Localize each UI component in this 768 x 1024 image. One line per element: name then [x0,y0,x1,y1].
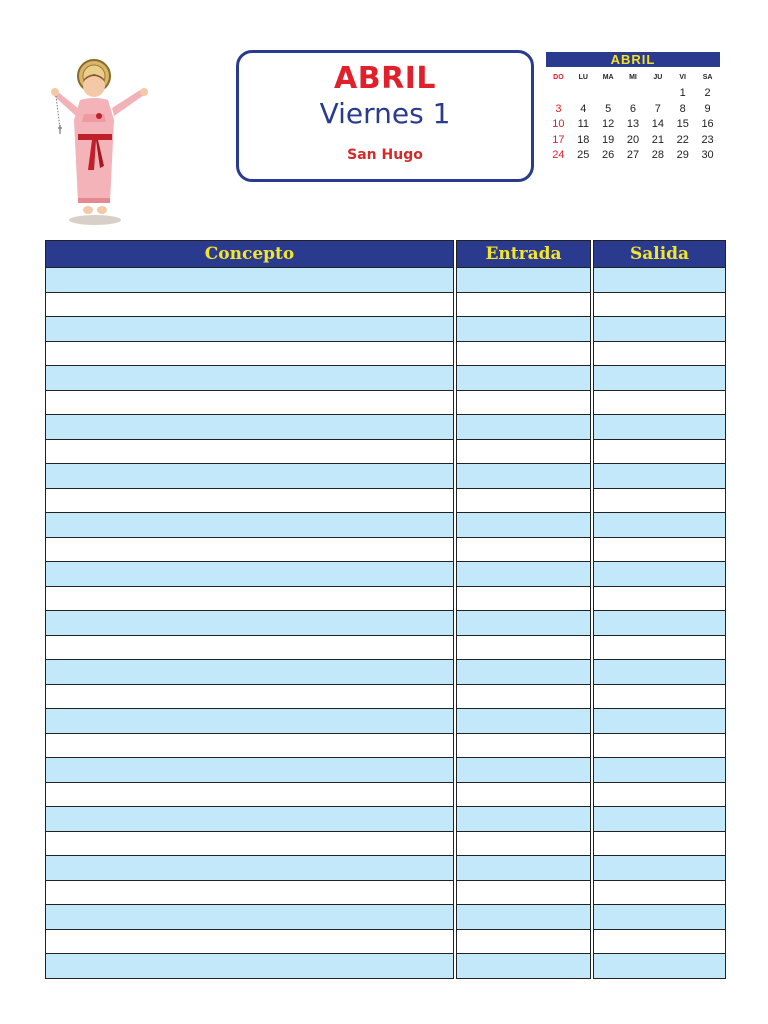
calendar-day: 22 [676,133,689,146]
ledger-row[interactable] [46,537,453,562]
ledger-row[interactable] [457,684,590,709]
calendar-day: 26 [602,149,615,162]
calendar-weekday: MA [602,74,614,81]
ledger-row[interactable] [594,733,725,758]
ledger-row[interactable] [457,390,590,415]
calendar-day [645,86,670,102]
calendar-weekday: SA [702,74,713,81]
calendar-day: 7 [654,102,661,115]
calendar-day: 14 [651,118,664,131]
ledger-row[interactable] [46,586,453,611]
ledger-row[interactable] [457,463,590,488]
calendar-day: 21 [651,133,664,146]
ledger-row[interactable] [46,365,453,390]
ledger-row[interactable] [594,659,725,684]
calendar-day [596,86,621,102]
ledger-row[interactable] [457,414,590,439]
ledger-row[interactable] [594,561,725,586]
ledger-row[interactable] [457,831,590,856]
ledger-row[interactable] [594,782,725,807]
calendar-day: 15 [676,118,689,131]
calendar-day: 19 [602,133,615,146]
ledger-row[interactable] [594,929,725,954]
ledger-row[interactable] [46,659,453,684]
ledger-row[interactable] [457,855,590,880]
ledger-row[interactable] [594,267,725,292]
ledger-row[interactable] [46,316,453,341]
calendar-day: 20 [626,133,640,146]
concepto-column [45,240,454,979]
ledger-row[interactable] [594,610,725,635]
salida-header: Salida [594,241,725,267]
calendar-day: 10 [552,118,565,131]
entrada-column [456,240,591,979]
ledger-row[interactable] [594,488,725,513]
calendar-day: 11 [577,118,589,131]
ledger-row[interactable] [594,414,725,439]
ledger-row[interactable] [594,316,725,341]
ledger-row[interactable] [457,586,590,611]
ledger-row[interactable] [594,757,725,782]
calendar-day: 17 [552,133,565,146]
ledger-row[interactable] [457,365,590,390]
ledger-row[interactable] [457,512,590,537]
calendar-day: 1 [679,87,686,99]
ledger-row[interactable] [46,512,453,537]
entrada-rows [457,267,590,978]
ledger-row[interactable] [457,267,590,292]
ledger-row[interactable] [594,537,725,562]
calendar-title: ABRIL [546,52,720,67]
calendar-day: 16 [701,118,714,131]
calendar-day: 27 [626,149,640,162]
ledger-row[interactable] [457,880,590,905]
ledger-row[interactable] [594,341,725,366]
ledger-row[interactable] [46,267,453,292]
calendar-day: 9 [704,102,711,115]
calendar-weekday: JU [653,74,663,81]
calendar-day: 23 [701,133,714,146]
ledger-row[interactable] [594,292,725,317]
calendar-day: 29 [676,149,689,162]
ledger-row[interactable] [457,292,590,317]
salida-rows [594,267,725,978]
ledger-row[interactable] [457,757,590,782]
calendar-day: 5 [605,102,612,115]
ledger-row[interactable] [457,439,590,464]
ledger-row[interactable] [594,365,725,390]
ledger-row[interactable] [457,537,590,562]
ledger-row[interactable] [46,953,453,978]
ledger-row[interactable] [46,929,453,954]
ledger-row[interactable] [457,929,590,954]
ledger-row[interactable] [594,880,725,905]
calendar-day: 13 [626,118,640,131]
calendar-day: 24 [552,149,565,162]
calendar-day: 3 [555,102,562,115]
calendar-day: 28 [651,149,664,162]
ledger-row[interactable] [46,684,453,709]
ledger-row[interactable] [46,439,453,464]
ledger-row[interactable] [457,659,590,684]
ledger-row[interactable] [46,561,453,586]
ledger-row[interactable] [594,512,725,537]
month-title: ABRIL [334,61,436,96]
ledger-row[interactable] [457,782,590,807]
ledger-row[interactable] [457,561,590,586]
ledger-row[interactable] [594,390,725,415]
ledger-row[interactable] [594,439,725,464]
ledger-row[interactable] [46,635,453,660]
ledger-row[interactable] [46,341,453,366]
ledger-row[interactable] [594,708,725,733]
ledger-row[interactable] [46,757,453,782]
ledger-row[interactable] [457,341,590,366]
ledger-row[interactable] [594,635,725,660]
calendar-weekday: DO [553,74,564,81]
entrada-header: Entrada [457,241,590,267]
calendar-day: 30 [701,149,714,162]
ledger-row[interactable] [46,782,453,807]
ledger-row[interactable] [46,414,453,439]
date-panel [236,50,534,182]
calendar-day: 4 [580,102,587,115]
calendar-day: 25 [577,149,590,162]
calendar-weekday: LU [578,74,588,81]
ledger-row[interactable] [46,708,453,733]
calendar-grid [546,70,720,164]
concepto-header: Concepto [46,241,453,267]
calendar-day: 18 [577,133,590,146]
ledger-row[interactable] [594,831,725,856]
ledger-row[interactable] [46,806,453,831]
mini-calendar [546,52,720,164]
ledger-row[interactable] [46,292,453,317]
calendar-day: 8 [679,102,686,115]
ledger-row[interactable] [457,610,590,635]
calendar-day [546,86,571,102]
ledger-row[interactable] [46,733,453,758]
ledger-row[interactable] [594,806,725,831]
ledger-row[interactable] [594,463,725,488]
ledger-row[interactable] [457,806,590,831]
ledger-row[interactable] [457,316,590,341]
ledger-row[interactable] [46,488,453,513]
ledger-row[interactable] [46,390,453,415]
ledger-row[interactable] [46,855,453,880]
saint-of-the-day: San Hugo [347,147,423,163]
ledger-row[interactable] [46,904,453,929]
salida-column [593,240,726,979]
ledger-row[interactable] [457,733,590,758]
calendar-day: 12 [602,118,615,131]
ledger-row[interactable] [594,684,725,709]
ledger-row[interactable] [594,855,725,880]
ledger-row[interactable] [46,880,453,905]
calendar-day: 2 [704,87,711,99]
concepto-rows [46,267,453,978]
calendar-weekday: MI [629,74,637,81]
calendar-day [621,86,646,102]
ledger-row[interactable] [457,488,590,513]
ledger-row[interactable] [457,904,590,929]
calendar-day: 6 [629,102,637,115]
ledger-row[interactable] [594,904,725,929]
ledger-row[interactable] [457,953,590,978]
calendar-weekday: VI [679,74,687,81]
ledger-row[interactable] [46,463,453,488]
day-title: Viernes 1 [319,97,451,130]
calendar-day [571,86,596,102]
ledger-row[interactable] [457,635,590,660]
ledger-row[interactable] [46,610,453,635]
ledger-row[interactable] [594,953,725,978]
ledger-row[interactable] [46,831,453,856]
ledger-row[interactable] [457,708,590,733]
ledger-row[interactable] [594,586,725,611]
divino-nino-statue-icon [48,52,162,232]
